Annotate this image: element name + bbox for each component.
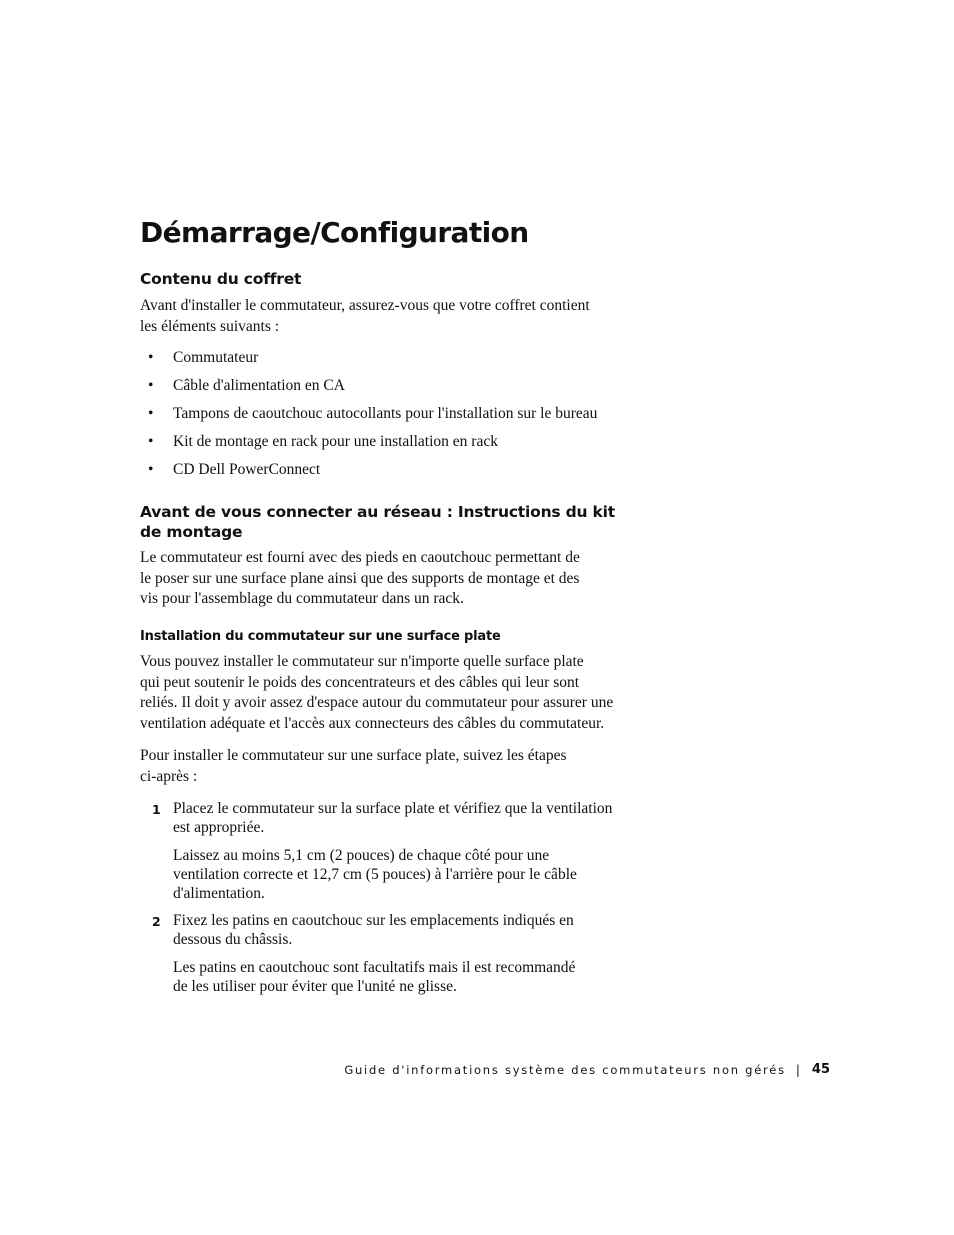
paragraph-line: ventilation adéquate et l'accès aux connecteurs des câbles du commutateur. bbox=[140, 714, 605, 732]
bullet-marker: • bbox=[148, 461, 154, 478]
footer-guide-title: Guide d'informations système des commutateurs non gérés bbox=[344, 1063, 786, 1077]
step-number: 2 bbox=[152, 914, 161, 929]
bullet-marker: • bbox=[148, 349, 154, 366]
section-heading-line-2: de montage bbox=[140, 523, 243, 541]
contents-intro-line-1: Avant d'installer le commutateur, assurez-vous que votre coffret contient bbox=[140, 297, 590, 314]
list-item-text: Câble d'alimentation en CA bbox=[173, 377, 345, 394]
paragraph-line: Pour installer le commutateur sur une surface plate, suivez les étapes bbox=[140, 747, 567, 764]
step-text bbox=[173, 800, 643, 837]
step-note-line: Laissez au moins 5,1 cm (2 pouces) de chaque côté pour une bbox=[173, 847, 550, 864]
step-1-note bbox=[173, 846, 633, 903]
section-heading-contents: Contenu du coffret bbox=[140, 270, 302, 288]
paragraph-line: Vous pouvez installer le commutateur sur n'importe quelle surface plate bbox=[140, 653, 584, 670]
page-title: Démarrage/Configuration bbox=[140, 216, 529, 249]
paragraph-line: Le commutateur est fourni avec des pieds en caoutchouc permettant de bbox=[140, 549, 580, 566]
step-note-line: ventilation correcte et 12,7 cm (5 pouces) à l'arrière pour le câble bbox=[173, 866, 577, 883]
step-text bbox=[173, 912, 643, 949]
contents-intro-line-2: les éléments suivants : bbox=[140, 317, 280, 335]
paragraph-line: ci-après : bbox=[140, 767, 198, 785]
list-item-text: CD Dell PowerConnect bbox=[173, 461, 321, 478]
subsection-heading-flat-install: Installation du commutateur sur une surface plate bbox=[140, 629, 501, 644]
before-connect-paragraph bbox=[140, 548, 580, 610]
step-number: 1 bbox=[152, 802, 161, 817]
contents-intro bbox=[140, 296, 590, 337]
list-item-text: Kit de montage en rack pour une installation en rack bbox=[173, 433, 498, 450]
flat-install-paragraph-2 bbox=[140, 746, 567, 787]
step-note-line: Les patins en caoutchouc sont facultatifs mais il est recommandé bbox=[173, 959, 576, 976]
list-item-text: Tampons de caoutchouc autocollants pour l'installation sur le bureau bbox=[173, 405, 598, 422]
flat-install-paragraph-1 bbox=[140, 652, 613, 734]
bullet-marker: • bbox=[148, 405, 154, 422]
list-item-text: Commutateur bbox=[173, 349, 259, 366]
section-heading-before-connect bbox=[140, 502, 615, 542]
step-note-line: de les utiliser pour éviter que l'unité ne glisse. bbox=[173, 978, 457, 995]
bullet-marker: • bbox=[148, 433, 154, 450]
step-text-line: dessous du châssis. bbox=[173, 930, 293, 948]
paragraph-line: qui peut soutenir le poids des concentrateurs et des câbles qui leur sont bbox=[140, 673, 580, 691]
step-text-line: est appropriée. bbox=[173, 818, 265, 836]
step-text-line: Fixez les patins en caoutchouc sur les emplacements indiqués en bbox=[173, 912, 574, 929]
page-footer bbox=[344, 1060, 830, 1080]
paragraph-line: le poser sur une surface plane ainsi que des supports de montage et des bbox=[140, 569, 580, 587]
footer-separator: | bbox=[795, 1063, 800, 1077]
step-note-line: d'alimentation. bbox=[173, 885, 265, 902]
step-2-note bbox=[173, 958, 633, 996]
bullet-marker: • bbox=[148, 377, 154, 394]
step-text-line: Placez le commutateur sur la surface plate et vérifiez que la ventilation bbox=[173, 800, 613, 817]
paragraph-line: vis pour l'assemblage du commutateur dans un rack. bbox=[140, 590, 464, 607]
section-heading-line-1: Avant de vous connecter au réseau : Instructions du kit bbox=[140, 503, 615, 521]
page-number: 45 bbox=[811, 1062, 830, 1077]
paragraph-line: reliés. Il doit y avoir assez d'espace autour du commutateur pour assurer une bbox=[140, 694, 614, 711]
